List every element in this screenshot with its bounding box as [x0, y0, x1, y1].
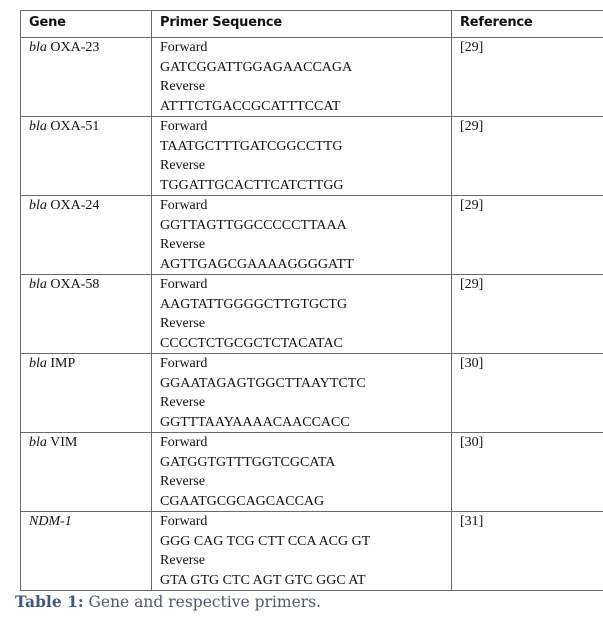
reverse-sequence: ATTTCTGACCGCATTTCCAT [160, 98, 341, 114]
primer-table [20, 10, 603, 591]
reverse-sequence: GTA GTG CTC AGT GTC GGC AT [160, 572, 366, 588]
forward-sequence: TAATGCTTTGATCGGCCTTG [160, 138, 343, 154]
reverse-label: Reverse [160, 79, 206, 94]
table-header-row [21, 11, 603, 38]
table-row [21, 433, 603, 512]
reverse-label: Reverse [160, 316, 206, 331]
gene-cell [21, 433, 152, 512]
reference-cell: [30] [452, 433, 603, 512]
reverse-label: Reverse [160, 553, 206, 568]
reverse-sequence: AGTTGAGCGAAAAGGGGATT [160, 256, 354, 272]
reverse-label: Reverse [160, 158, 206, 173]
table-caption [15, 592, 321, 611]
primer-sequence-cell [152, 275, 452, 354]
reverse-label: Reverse [160, 395, 206, 410]
reference-cell: [30] [452, 354, 603, 433]
gene-prefix: bla [29, 119, 47, 134]
gene-cell [21, 275, 152, 354]
primer-sequence-cell [152, 38, 452, 117]
gene-prefix: bla [29, 277, 47, 292]
primer-sequence-cell [152, 196, 452, 275]
forward-sequence: GGG CAG TCG CTT CCA ACG GT [160, 533, 371, 549]
table-row [21, 512, 603, 591]
gene-cell [21, 38, 152, 117]
reference-cell: [29] [452, 38, 603, 117]
reverse-sequence: GGTTTAAYAAAACAACCACC [160, 414, 350, 430]
reference-cell: [31] [452, 512, 603, 591]
reference-cell: [29] [452, 275, 603, 354]
gene-cell [21, 117, 152, 196]
caption-text: Gene and respective primers. [83, 593, 322, 611]
forward-sequence: GGAATAGAGTGGCTTAAYTCTC [160, 375, 366, 391]
reverse-sequence: CCCCTCTGCGCTCTACATAC [160, 335, 343, 351]
primer-sequence-cell [152, 354, 452, 433]
forward-sequence: GATCGGATTGGAGAACCAGA [160, 59, 353, 75]
table-body [21, 38, 603, 591]
forward-label: Forward [160, 40, 208, 55]
header-primer-sequence: Primer Sequence [152, 11, 452, 38]
reverse-sequence: TGGATTGCACTTCATCTTGG [160, 177, 344, 193]
table-row [21, 196, 603, 275]
gene-prefix: bla [29, 198, 47, 213]
table-row [21, 354, 603, 433]
caption-label: Table 1: [15, 592, 84, 611]
forward-label: Forward [160, 119, 208, 134]
gene-name: OXA-58 [46, 277, 100, 292]
header-gene: Gene [21, 11, 152, 38]
primer-sequence-cell [152, 433, 452, 512]
gene-prefix: bla [29, 40, 47, 55]
gene-name: NDM-1 [29, 514, 72, 529]
forward-label: Forward [160, 198, 208, 213]
forward-sequence: GGTTAGTTGGCCCCCTTAAA [160, 217, 347, 233]
gene-name: OXA-51 [46, 119, 100, 134]
table-row [21, 275, 603, 354]
primer-sequence-cell [152, 512, 452, 591]
gene-name: OXA-24 [46, 198, 100, 213]
reverse-sequence: CGAATGCGCAGCACCAG [160, 493, 325, 509]
gene-cell [21, 512, 152, 591]
forward-label: Forward [160, 514, 208, 529]
gene-name: OXA-23 [46, 40, 100, 55]
forward-label: Forward [160, 277, 208, 292]
gene-cell [21, 354, 152, 433]
forward-label: Forward [160, 356, 208, 371]
gene-name: VIM [46, 435, 78, 450]
reverse-label: Reverse [160, 474, 206, 489]
forward-sequence: AAGTATTGGGGCTTGTGCTG [160, 296, 348, 312]
gene-cell [21, 196, 152, 275]
forward-sequence: GATGGTGTTTGGTCGCATA [160, 454, 336, 470]
forward-label: Forward [160, 435, 208, 450]
reverse-label: Reverse [160, 237, 206, 252]
gene-prefix: bla [29, 435, 47, 450]
primer-sequence-cell [152, 117, 452, 196]
reference-cell: [29] [452, 117, 603, 196]
gene-name: IMP [46, 356, 76, 371]
primer-table-container [20, 10, 586, 591]
table-row [21, 117, 603, 196]
table-row [21, 38, 603, 117]
header-reference: Reference [452, 11, 603, 38]
reference-cell: [29] [452, 196, 603, 275]
gene-prefix: bla [29, 356, 47, 371]
